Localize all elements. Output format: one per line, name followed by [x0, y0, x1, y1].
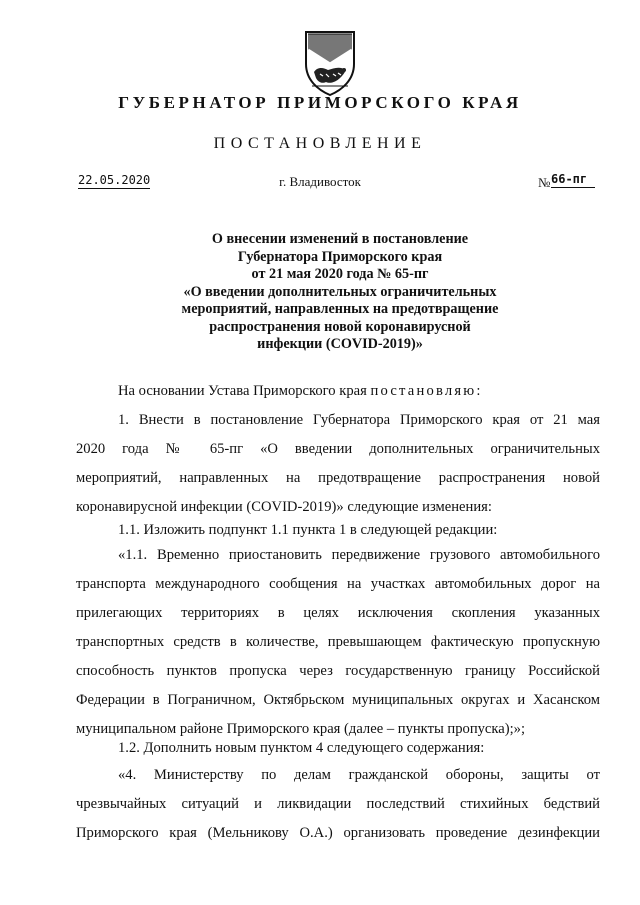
paragraph-line: «1.1. Временно приостановить передвижение грузового автомобильного	[118, 547, 600, 563]
item-1-1-quote-paragraph	[76, 547, 600, 750]
document-heading	[140, 231, 540, 354]
paragraph-line: муниципальном районе Приморского края (далее – пункты пропуска);»;	[76, 721, 526, 737]
paragraph-line: «4. Министерству по делам гражданской обороны, защиты от	[118, 767, 600, 783]
preamble-keyword: постановляю:	[370, 383, 483, 399]
coat-of-arms-icon	[300, 28, 360, 98]
preamble-text: На основании Устава Приморского края	[118, 383, 367, 399]
paragraph-line: мероприятий, направленных на предотвращение распространения новой	[76, 470, 600, 486]
item-1-1-paragraph: 1.1. Изложить подпункт 1.1 пункта 1 в следующей редакции:	[118, 522, 498, 538]
heading-line: от 21 мая 2020 года № 65-пг	[251, 266, 429, 282]
heading-line: распространения новой коронавирусной	[209, 318, 471, 335]
item-4-paragraph	[76, 767, 600, 854]
paragraph-line: транспорта международного сообщения на участках автомобильных дорог на	[76, 576, 600, 592]
document-number-label: №	[538, 175, 551, 190]
document-date: 22.05.2020	[78, 173, 151, 187]
paragraph-line: транспортных средств в количестве, превышающем фактическую пропускную	[76, 634, 600, 650]
heading-line: Губернатора Приморского края	[237, 248, 443, 265]
paragraph-line: 2020 года № 65-пг «О введении дополнительных ограничительных	[76, 441, 600, 457]
item-1-paragraph	[76, 412, 600, 528]
paragraph-line: прилегающих территориях в целях исключения скопления указанных	[76, 605, 600, 621]
paragraph-line: Приморского края (Мельникову О.А.) организовать проведение дезинфекции	[76, 825, 600, 841]
paragraph-line: Федерации в Пограничном, Октябрьском муниципальных округах и Хасанском	[76, 692, 600, 708]
document-type: ПОСТАНОВЛЕНИЕ	[213, 135, 427, 152]
document-number: 66-пг	[551, 172, 595, 188]
preamble-paragraph	[76, 383, 600, 399]
heading-line: «О введении дополнительных ограничительных	[183, 283, 497, 300]
heading-line: инфекции (COVID-2019)»	[257, 336, 423, 352]
heading-line: мероприятий, направленных на предотвращение	[181, 301, 499, 317]
heading-line: О внесении изменений в постановление	[211, 231, 469, 247]
paragraph-line: коронавирусной инфекции (COVID-2019)» следующие изменения:	[76, 499, 492, 515]
paragraph-line: чрезвычайных ситуаций и ликвидации последствий стихийных бедствий	[76, 796, 600, 812]
item-1-2-paragraph: 1.2. Дополнить новым пунктом 4 следующего содержания:	[118, 740, 485, 756]
document-city: г. Владивосток	[279, 174, 361, 189]
paragraph-line: 1. Внести в постановление Губернатора Приморского края от 21 мая	[118, 412, 600, 428]
organization-title: ГУБЕРНАТОР ПРИМОРСКОГО КРАЯ	[118, 93, 522, 112]
paragraph-line: способность пунктов пропуска через государственную границу Российской	[76, 663, 600, 679]
